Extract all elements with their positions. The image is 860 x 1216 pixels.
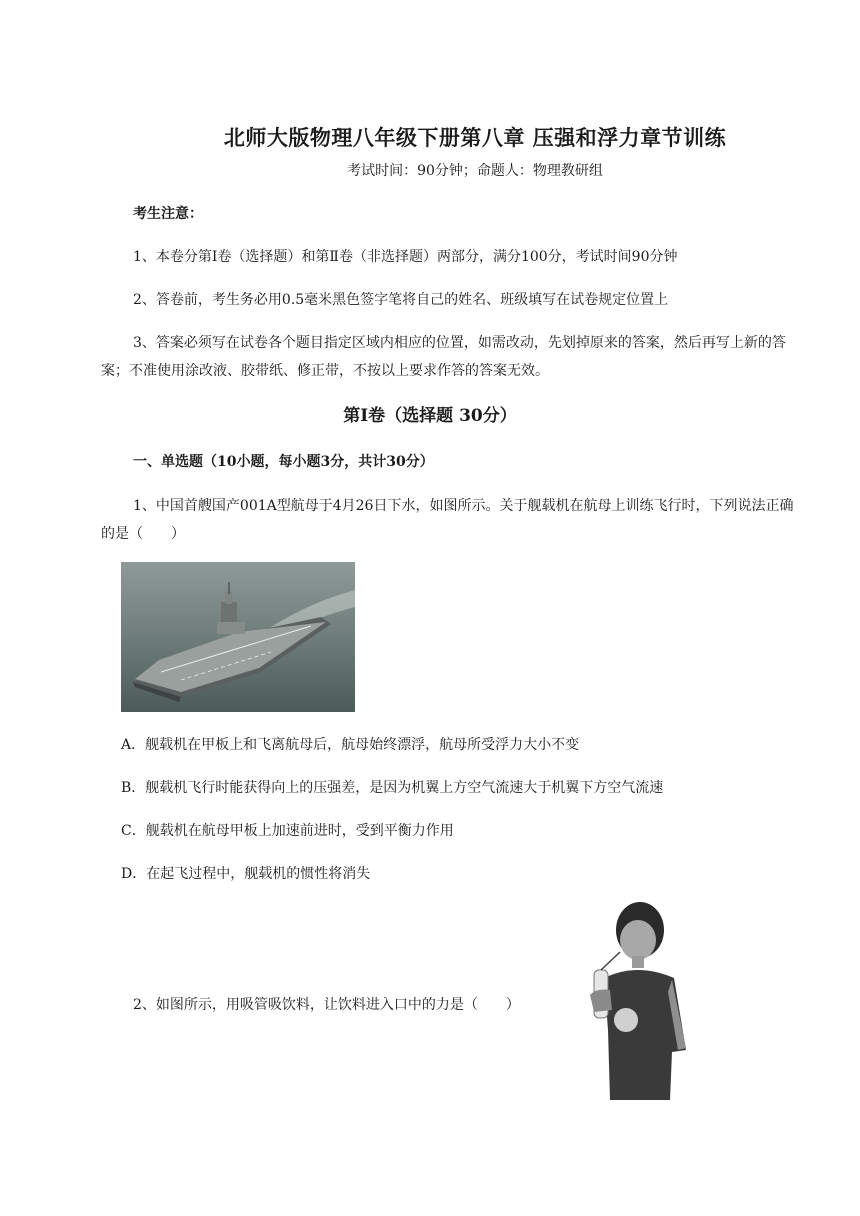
exam-info: 考试时间：90分钟；命题人：物理教研组 bbox=[347, 163, 603, 179]
question-1-option-d: D．在起飞过程中，舰载机的惯性将消失 bbox=[121, 866, 371, 882]
page-title: 北师大版物理八年级下册第八章 压强和浮力章节训练 bbox=[223, 125, 727, 150]
question-2-stem: 2、如图所示，用吸管吸饮料，让饮料进入口中的力是（ ） bbox=[133, 997, 520, 1013]
notice-item-2: 2、答卷前，考生务必用0.5毫米黑色签字笔将自己的姓名、班级填写在试卷规定位置上 bbox=[133, 292, 669, 308]
notice-item-1: 1、本卷分第Ⅰ卷（选择题）和第Ⅱ卷（非选择题）两部分，满分100分，考试时间90分钟 bbox=[133, 249, 678, 265]
section-title: 第Ⅰ卷（选择题 30分） bbox=[343, 406, 517, 426]
question-1-option-b: B．舰载机飞行时能获得向上的压强差，是因为机翼上方空气流速大于机翼下方空气流速 bbox=[121, 780, 664, 796]
boy-drinking-photo bbox=[582, 900, 692, 1105]
notice-item-3: 3、答案必须写在试卷各个题目指定区域内相应的位置，如需改动，先划掉原来的答案，然后再写上新的答案；不准使用涂改液、胶带纸、修正带，不按以上要求作答的答案无效。 bbox=[101, 335, 786, 379]
aircraft-carrier-photo bbox=[121, 562, 355, 712]
question-group-heading: 一、单选题（10小题，每小题3分，共计30分） bbox=[133, 454, 434, 470]
question-1-option-a: A．舰载机在甲板上和飞离航母后，航母始终漂浮，航母所受浮力大小不变 bbox=[121, 737, 580, 753]
question-1-option-c: C．舰载机在航母甲板上加速前进时，受到平衡力作用 bbox=[121, 823, 454, 839]
question-1-stem: 1、中国首艘国产001A型航母于4月26日下水，如图所示。关于舰载机在航母上训练飞行时，下列说法正确的是（ ） bbox=[101, 498, 794, 542]
notice-heading: 考生注意： bbox=[133, 206, 203, 222]
